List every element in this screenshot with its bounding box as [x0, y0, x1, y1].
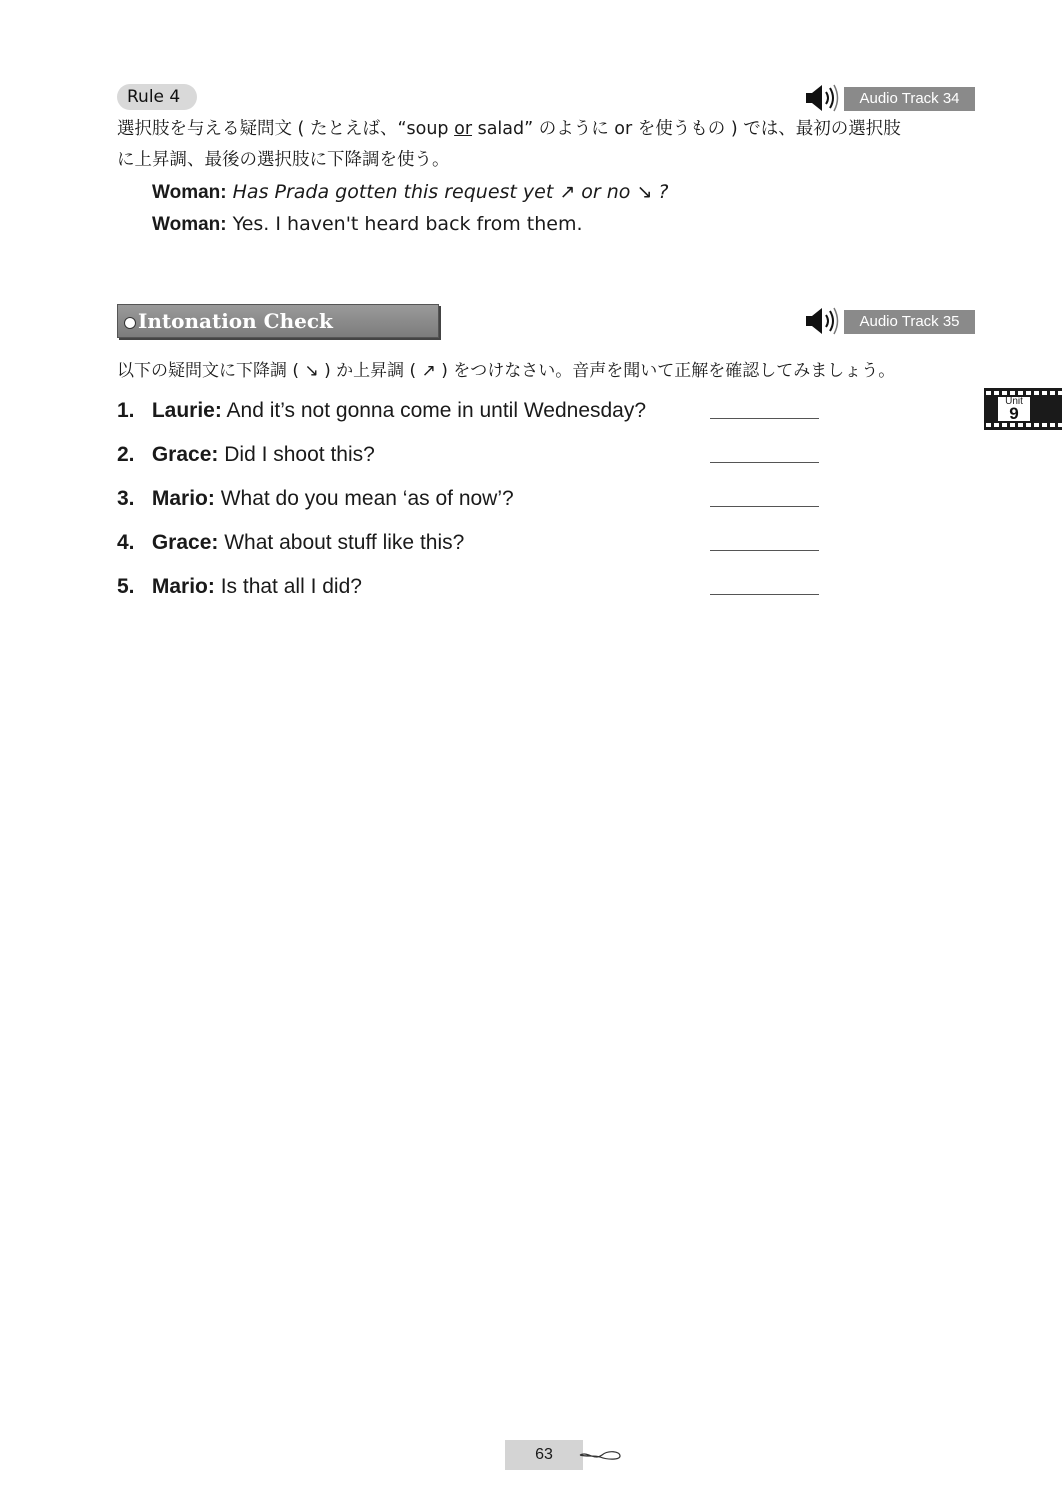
question-speaker: Laurie:: [151, 399, 222, 422]
unit-tab: [984, 388, 1062, 430]
dialogue-line: [152, 181, 669, 204]
audio-track-label[interactable]: Audio Track 35: [844, 310, 975, 334]
bullet-icon: [124, 317, 136, 329]
question-item: [117, 528, 837, 558]
speaker-icon[interactable]: [805, 306, 839, 336]
page-number: 63: [505, 1440, 583, 1470]
question-item: [117, 572, 837, 602]
question-text: Did I shoot this?: [224, 443, 375, 466]
speaker-name: Woman:: [152, 214, 227, 235]
film-swirl-icon: [578, 1445, 622, 1465]
dialogue-text: Has Prada gotten this request yet ↗ or no ↘ ?: [232, 181, 669, 203]
question-number: 5.: [117, 575, 135, 598]
rule-explanation-line1: [117, 114, 901, 145]
rule-text-part: 選択肢を与える疑問文 ( たとえば、“soup: [117, 119, 455, 139]
speaker-icon[interactable]: [805, 83, 839, 113]
question-text: And it’s not gonna come in until Wednesday?: [226, 399, 647, 422]
question-text: What about stuff like this?: [224, 531, 465, 554]
dialogue-text: Yes. I haven't heard back from them.: [232, 213, 583, 235]
dialogue-line: [152, 213, 583, 236]
section-title: Intonation Check: [138, 309, 333, 333]
question-number: 3.: [117, 487, 135, 510]
speaker-name: Woman:: [152, 182, 227, 203]
question-item: [117, 484, 837, 514]
rule-text-part: salad” のように or を使うもの ) では、最初の選択肢: [472, 119, 901, 139]
question-item: [117, 440, 837, 470]
answer-blank[interactable]: [710, 594, 819, 595]
film-perforation: [986, 423, 1062, 427]
rule-text-underlined: or: [454, 119, 473, 139]
unit-number: 9: [1009, 404, 1019, 423]
question-number: 4.: [117, 531, 135, 554]
answer-blank[interactable]: [710, 418, 819, 419]
section-header: [117, 304, 439, 338]
answer-blank[interactable]: [710, 506, 819, 507]
question-speaker: Grace:: [151, 443, 219, 466]
question-number: 1.: [117, 399, 135, 422]
unit-label: Unit: [1005, 396, 1023, 407]
question-speaker: Mario:: [151, 487, 215, 510]
question-speaker: Mario:: [151, 575, 215, 598]
question-speaker: Grace:: [151, 531, 219, 554]
rule-badge: Rule 4: [117, 84, 197, 110]
answer-blank[interactable]: [710, 550, 819, 551]
audio-track-label[interactable]: Audio Track 34: [844, 87, 975, 111]
film-perforation: [986, 391, 1062, 395]
rule-explanation-line2: に上昇調、最後の選択肢に下降調を使う。: [117, 150, 450, 170]
question-text: Is that all I did?: [220, 575, 362, 598]
question-number: 2.: [117, 443, 135, 466]
unit-card: [998, 397, 1030, 421]
question-item: [117, 396, 837, 426]
question-text: What do you mean ‘as of now’?: [220, 487, 514, 510]
instruction-text: 以下の疑問文に下降調 ( ↘ ) か上昇調 ( ↗ ) をつけなさい。音声を聞いて正解を確認してみましょう。: [117, 361, 896, 381]
answer-blank[interactable]: [710, 462, 819, 463]
